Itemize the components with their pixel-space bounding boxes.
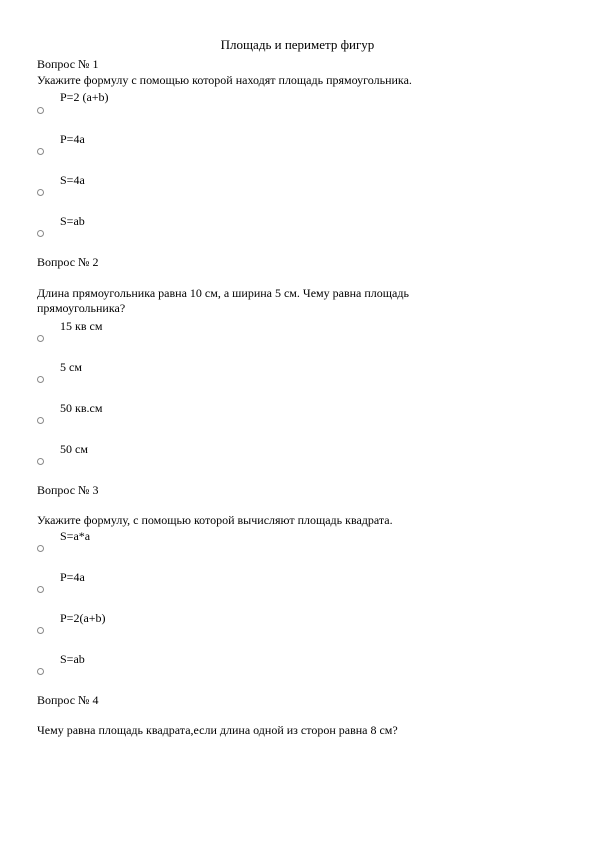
question-2-option-3-radio[interactable]: [37, 417, 44, 424]
question-2-option-3-label: 50 кв.см: [60, 401, 103, 415]
question-3-option-3-radio[interactable]: [37, 627, 44, 634]
question-1-option-3-label: S=4a: [60, 173, 85, 187]
question-2-option-1-label: 15 кв см: [60, 319, 103, 333]
question-1-option-1-radio[interactable]: [37, 107, 44, 114]
question-3-option-2-label: P=4a: [60, 570, 85, 584]
question-2-heading: Вопрос № 2: [37, 255, 99, 269]
question-3-option-1-radio[interactable]: [37, 545, 44, 552]
question-3-option-1-label: S=a*a: [60, 529, 91, 543]
question-1-text: Укажите формулу с помощью которой находят площадь прямоугольника.: [37, 73, 412, 87]
question-1-option-4-label: S=ab: [60, 214, 85, 228]
question-2-option-1-radio[interactable]: [37, 335, 44, 342]
question-3-text: Укажите формулу, с помощью которой вычисляют площадь квадрата.: [37, 513, 393, 527]
question-2-option-4-label: 50 см: [60, 442, 88, 456]
question-1-option-4-radio[interactable]: [37, 230, 44, 237]
question-2-option-4-radio[interactable]: [37, 458, 44, 465]
question-1-heading: Вопрос № 1: [37, 57, 99, 71]
question-1-option-3-radio[interactable]: [37, 189, 44, 196]
question-1-option-1-label: P=2 (a+b): [60, 90, 109, 104]
question-1-option-2-radio[interactable]: [37, 148, 44, 155]
page-title: Площадь и периметр фигур: [220, 37, 375, 52]
question-3-option-4-label: S=ab: [60, 652, 85, 666]
question-1-option-2-label: P=4a: [60, 132, 85, 146]
question-4-heading: Вопрос № 4: [37, 693, 99, 707]
question-3-option-3-label: P=2(a+b): [60, 611, 106, 625]
question-4-text: Чему равна площадь квадрата,если длина одной из сторон равна 8 см?: [37, 723, 398, 737]
question-3-option-4-radio[interactable]: [37, 668, 44, 675]
question-2-text: Длина прямоугольника равна 10 см, а ширина 5 см. Чему равна площадь прямоугольника?: [37, 286, 409, 315]
question-2-option-2-label: 5 см: [60, 360, 82, 374]
question-2-option-2-radio[interactable]: [37, 376, 44, 383]
question-3-option-2-radio[interactable]: [37, 586, 44, 593]
question-3-heading: Вопрос № 3: [37, 483, 99, 497]
